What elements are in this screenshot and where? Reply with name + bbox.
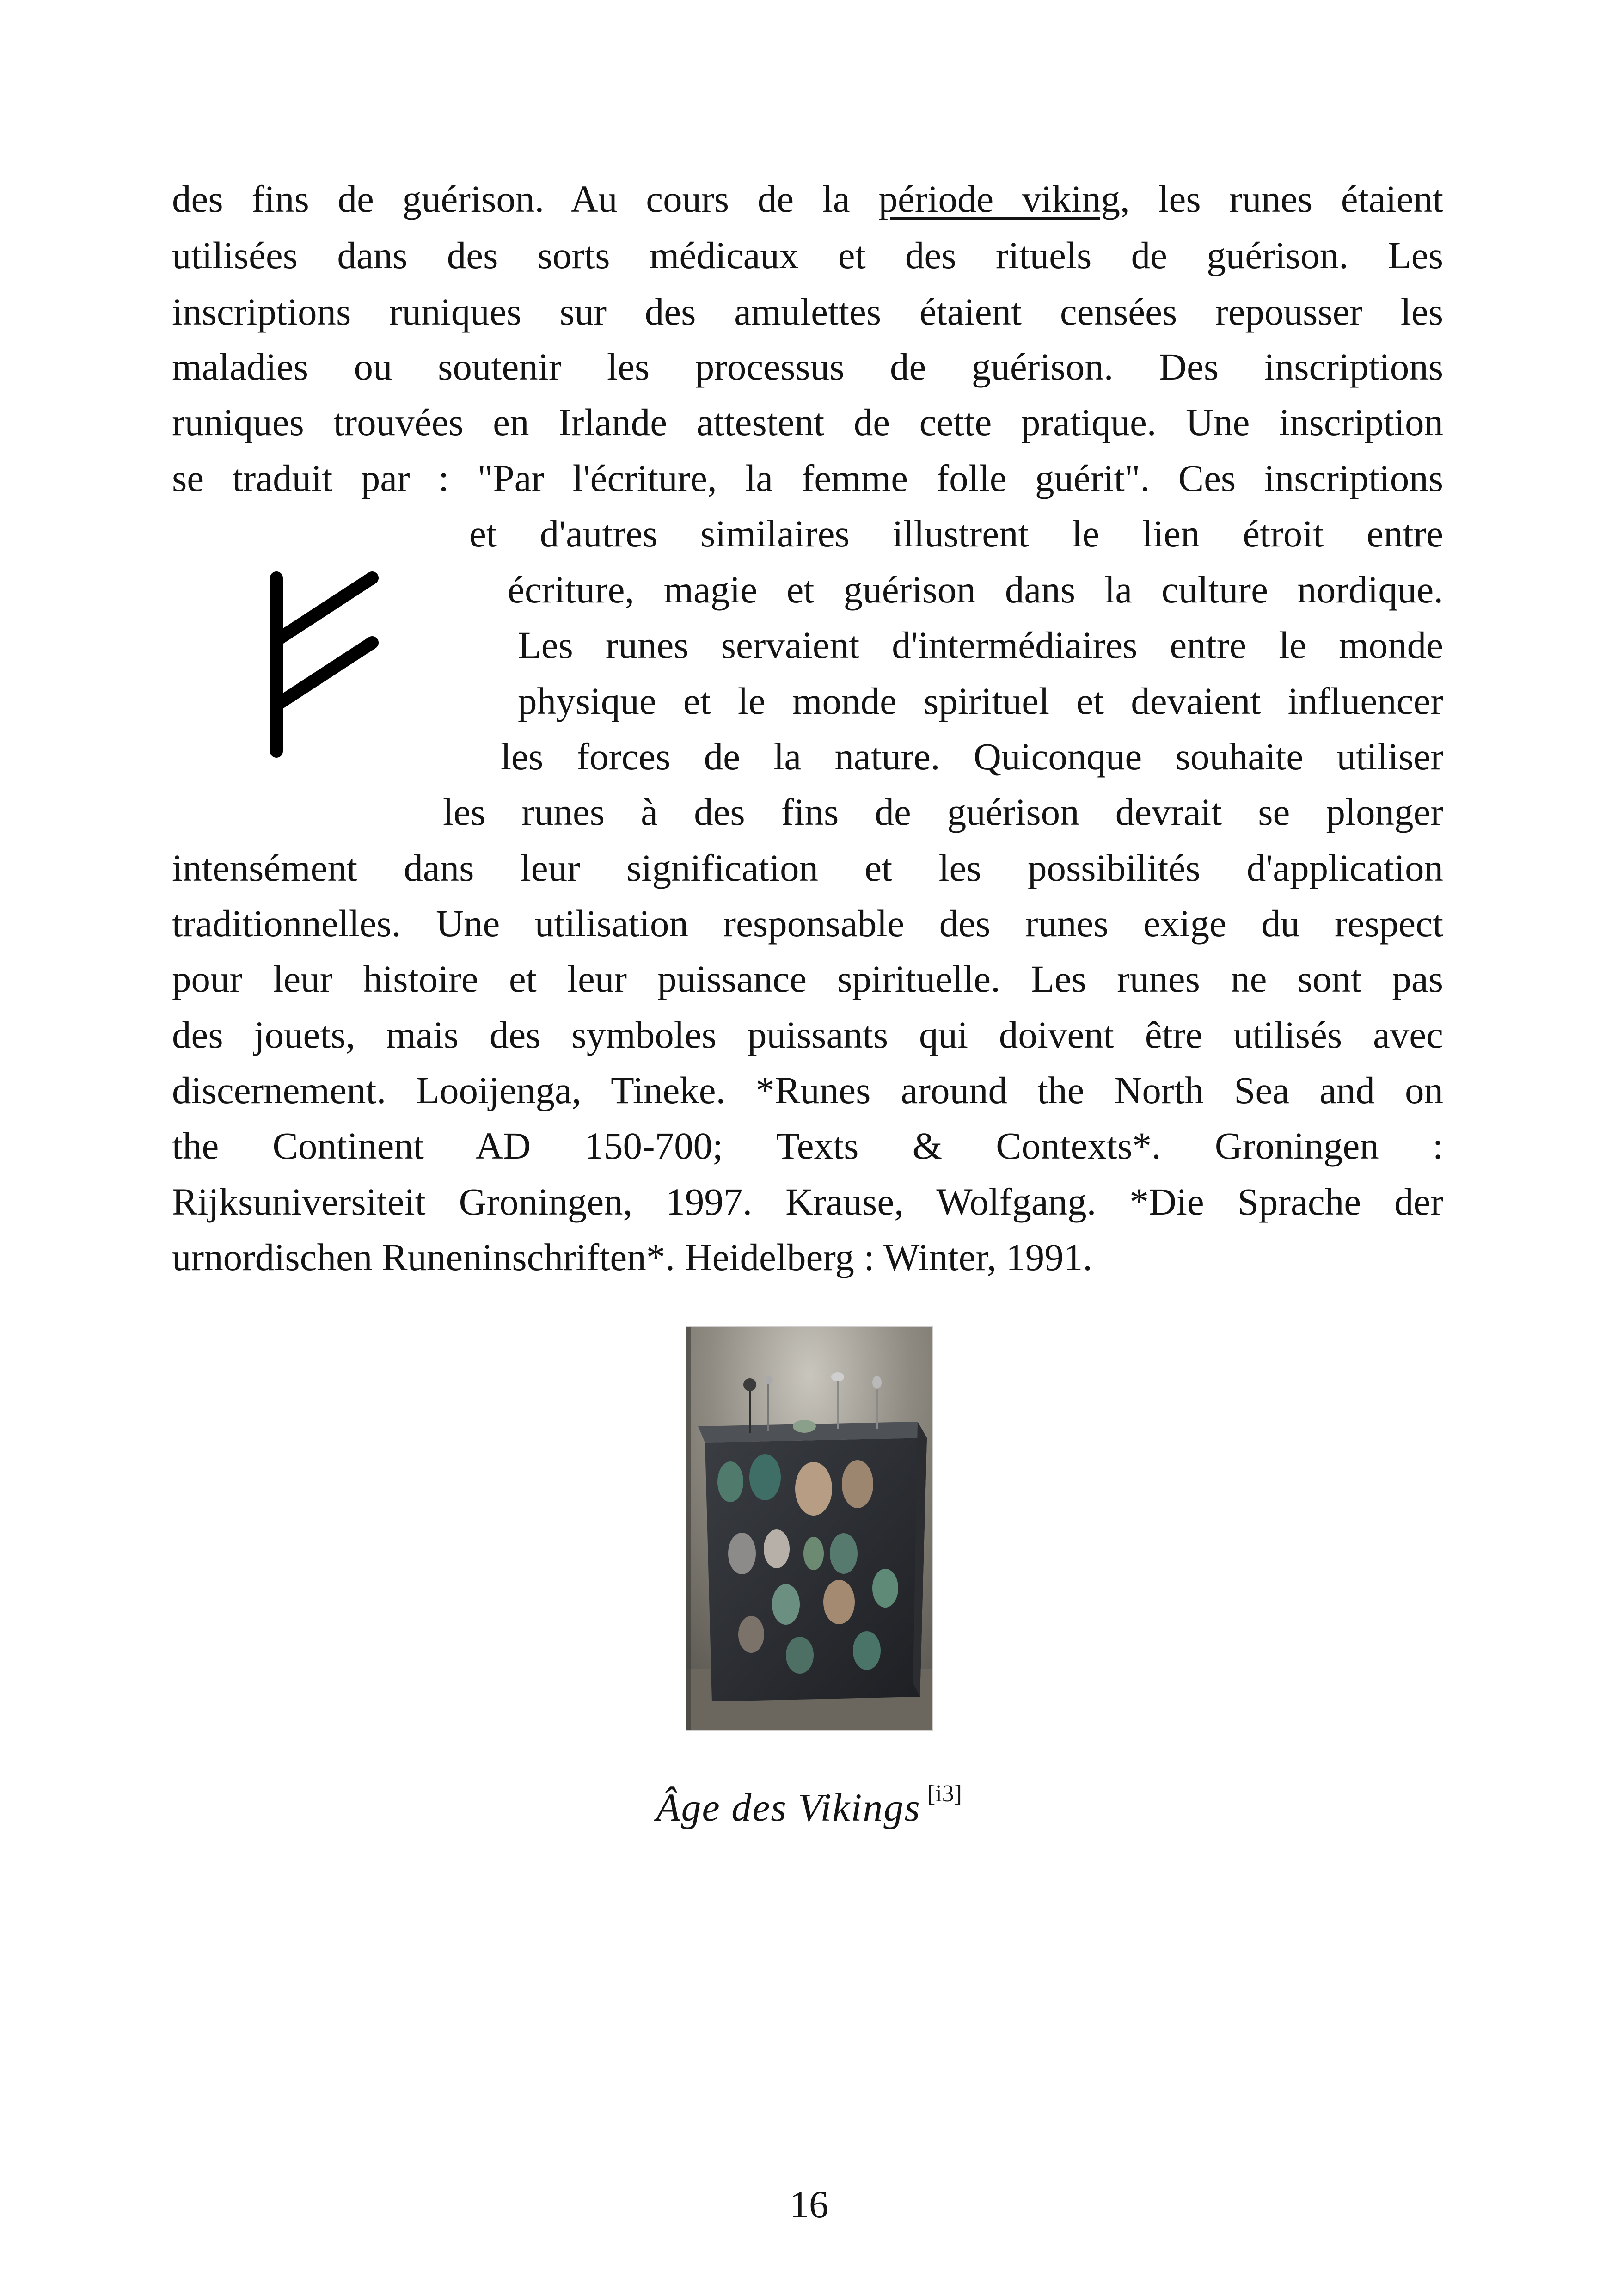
body-line-10: les forces de la nature. Quiconque souhaite utiliser <box>501 735 1443 778</box>
body-line-16: discernement. Looijenga, Tineke. *Runes around the North Sea and on <box>172 1069 1443 1111</box>
body-line-11: les runes à des fins de guérison devrait se plonger <box>443 791 1443 833</box>
body-line-0 <box>172 171 1443 227</box>
figure-reference[interactable]: [i3] <box>927 1780 962 1807</box>
body-line-9: physique et le monde spirituel et devaient influencer <box>518 680 1443 722</box>
body-line-5: se traduit par : "Par l'écriture, la femme folle guérit". Ces inscriptions <box>172 457 1443 499</box>
body-line-1: utilisées dans des sorts médicaux et des rituels de guérison. Les <box>172 234 1443 276</box>
body-line-13: traditionnelles. Une utilisation responsable des runes exige du respect <box>172 902 1443 945</box>
museum-display-image <box>686 1327 932 1730</box>
figure-caption <box>0 1780 1618 1830</box>
body-line-18: Rijksuniversiteit Groningen, 1997. Krause, Wolfgang. *Die Sprache der <box>172 1180 1443 1223</box>
figure-caption-text: Âge des Vikings <box>656 1785 921 1829</box>
fehu-rune-icon <box>259 566 398 770</box>
body-line-0-pre: des fins de guérison. Au cours de la <box>172 178 879 220</box>
body-line-6: et d'autres similaires illustrent le lien étroit entre <box>469 512 1443 555</box>
page-number: 16 <box>790 2183 828 2226</box>
body-line-12: intensément dans leur signification et les possibilités d'application <box>172 847 1443 889</box>
body-line-15: des jouets, mais des symboles puissants qui doivent être utilisés avec <box>172 1013 1443 1056</box>
body-line-14: pour leur histoire et leur puissance spirituelle. Les runes ne sont pas <box>172 958 1443 1000</box>
body-line-8: Les runes servaient d'intermédiaires entre le monde <box>518 624 1443 666</box>
body-line-7: écriture, magie et guérison dans la culture nordique. <box>508 568 1443 611</box>
periode-viking-link[interactable]: période viking <box>878 178 1121 220</box>
body-line-19: urnordischen Runeninschriften*. Heidelberg : Winter, 1991. <box>172 1236 1093 1278</box>
body-line-17: the Continent AD 150-700; Texts & Contexts*. Groningen : <box>172 1124 1443 1167</box>
body-line-0-post: , les runes étaient <box>1120 178 1444 220</box>
body-line-3: maladies ou soutenir les processus de guérison. Des inscriptions <box>172 345 1443 388</box>
body-line-4: runiques trouvées en Irlande attestent de cette pratique. Une inscription <box>172 401 1443 443</box>
viking-brooches-photo <box>686 1326 933 1731</box>
body-line-2: inscriptions runiques sur des amulettes étaient censées repousser les <box>172 290 1443 333</box>
